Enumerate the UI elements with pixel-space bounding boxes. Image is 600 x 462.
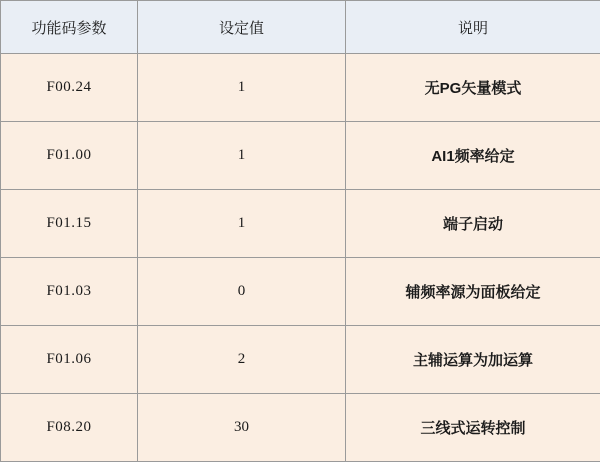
cell-description: 无PG矢量模式: [346, 54, 600, 122]
table-header-row: [1, 1, 600, 54]
table-row: [1, 122, 600, 190]
cell-code: F01.06: [1, 326, 138, 394]
table-body: [1, 54, 600, 462]
cell-description: 三线式运转控制: [346, 394, 600, 462]
cell-code: F01.00: [1, 122, 138, 190]
cell-description: 主辅运算为加运算: [346, 326, 600, 394]
column-header-value: 设定值: [138, 1, 346, 54]
column-header-description: 说明: [346, 1, 600, 54]
cell-value: 1: [138, 190, 346, 258]
column-header-code: 功能码参数: [1, 1, 138, 54]
cell-code: F01.03: [1, 258, 138, 326]
cell-code: F01.15: [1, 190, 138, 258]
cell-description: 辅频率源为面板给定: [346, 258, 600, 326]
table-row: [1, 326, 600, 394]
cell-value: 30: [138, 394, 346, 462]
cell-value: 2: [138, 326, 346, 394]
cell-description: AI1频率给定: [346, 122, 600, 190]
cell-value: 1: [138, 54, 346, 122]
table-row: [1, 190, 600, 258]
cell-value: 0: [138, 258, 346, 326]
cell-code: F00.24: [1, 54, 138, 122]
table-row: [1, 394, 600, 462]
cell-value: 1: [138, 122, 346, 190]
cell-code: F08.20: [1, 394, 138, 462]
cell-description: 端子启动: [346, 190, 600, 258]
table-row: [1, 54, 600, 122]
table-header: [1, 1, 600, 54]
table-row: [1, 258, 600, 326]
